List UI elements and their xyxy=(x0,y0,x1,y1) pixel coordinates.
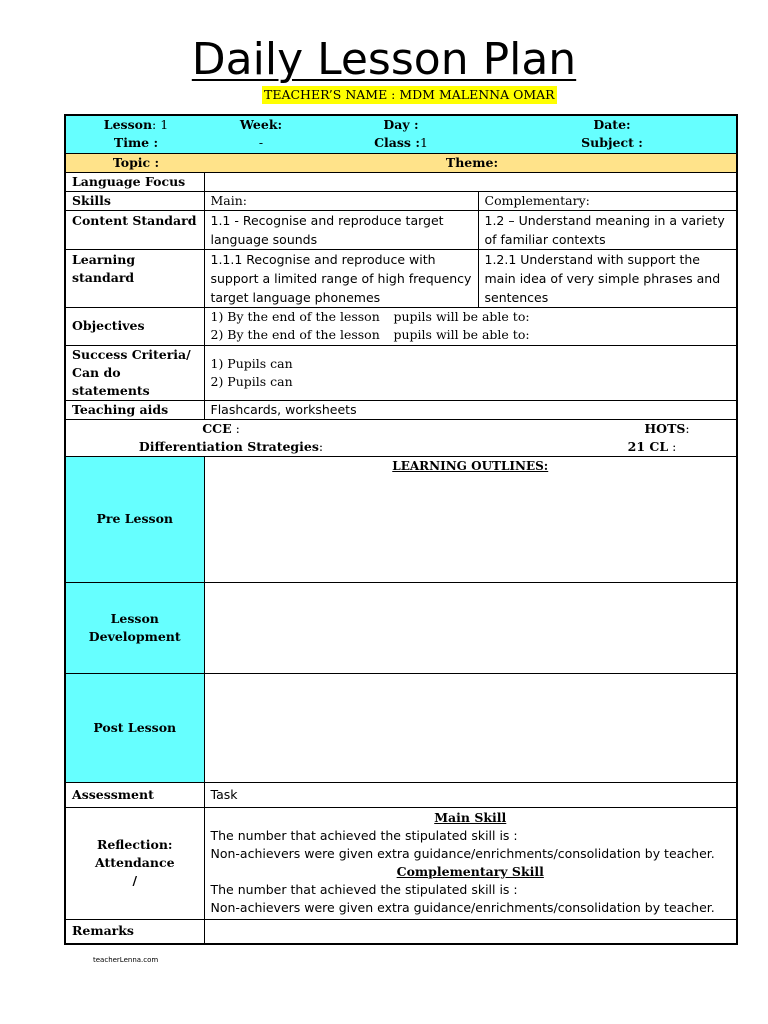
hots-label: HOTS xyxy=(644,420,686,436)
objective-2-a: 2) By the end of the lesson xyxy=(210,327,380,342)
post-lesson-label: Post Lesson xyxy=(65,673,204,782)
reflection-line3: / xyxy=(132,873,138,888)
content-standard-label: Content Standard xyxy=(65,210,204,249)
reflection-line1: Reflection: xyxy=(96,837,173,852)
class-label: Class : xyxy=(374,135,420,151)
objective-1-a: 1) By the end of the lesson xyxy=(210,309,380,324)
skills-label: Skills xyxy=(65,191,204,210)
complementary-skill-line1: The number that achieved the stipulated skill is : xyxy=(210,882,518,897)
objective-2-b: pupils will be able to: xyxy=(393,327,530,342)
cce-hots-row xyxy=(66,420,737,456)
teaching-aids-label: Teaching aids xyxy=(65,400,204,419)
learning-outlines-heading: LEARNING OUTLINES: xyxy=(392,458,549,473)
complementary-skill-heading: Complementary Skill xyxy=(396,864,544,879)
lesson-development-content xyxy=(204,582,737,673)
reflection-label xyxy=(65,807,204,919)
skills-main: Main: xyxy=(204,191,478,210)
success-criteria-2: 2) Pupils can xyxy=(210,373,293,389)
lesson-development-line1: Lesson xyxy=(110,610,159,626)
assessment-value: Task xyxy=(204,782,737,807)
learning-standard-complementary: 1.2.1 Understand with support the main idea of very simple phrases and sentences xyxy=(478,249,737,307)
time-label: Time : xyxy=(113,135,159,151)
theme-label: Theme: xyxy=(445,154,499,170)
main-skill-line2: Non-achievers were given extra guidance/enrichments/consolidation by teacher. xyxy=(210,846,715,861)
teaching-aids-value: Flashcards, worksheets xyxy=(204,400,737,419)
lesson-value: : 1 xyxy=(152,117,169,133)
assessment-label: Assessment xyxy=(65,782,204,807)
skills-complementary: Complementary: xyxy=(478,191,737,210)
time-value: - xyxy=(258,135,264,151)
cce-colon: : xyxy=(231,420,240,436)
success-criteria-line2: Can do statements xyxy=(72,364,150,398)
reflection-content xyxy=(204,807,737,919)
teacher-name: TEACHER’S NAME : MDM MALENNA OMAR xyxy=(264,87,555,102)
week-label: Week: xyxy=(239,117,283,133)
date-label: Date: xyxy=(593,117,631,133)
lesson-header xyxy=(66,116,737,152)
objective-1-b: pupils will be able to: xyxy=(393,309,530,324)
lesson-development-label xyxy=(65,582,204,673)
topic-label: Topic : xyxy=(112,154,160,170)
reflection-line2: Attendance xyxy=(94,855,175,870)
21cl-label: 21 CL xyxy=(627,438,669,454)
footer-watermark: teacherLenna.com xyxy=(93,956,159,964)
lesson-label: Lesson xyxy=(103,117,153,133)
post-lesson-content xyxy=(204,673,737,782)
class-value: 1 xyxy=(419,135,428,151)
lesson-development-line2: Development xyxy=(88,628,181,644)
success-criteria-label xyxy=(65,345,204,400)
success-criteria-value xyxy=(204,345,737,400)
day-label: Day : xyxy=(383,117,419,133)
differentiation-colon: : xyxy=(318,438,324,454)
remarks-label: Remarks xyxy=(65,919,204,944)
main-skill-heading: Main Skill xyxy=(434,810,507,825)
learning-standard-label: Learning standard xyxy=(65,249,204,307)
cce-label: CCE xyxy=(202,420,232,436)
main-skill-line1: The number that achieved the stipulated skill is : xyxy=(210,828,518,843)
hots-colon: : xyxy=(685,420,690,436)
objectives-label: Objectives xyxy=(65,307,204,345)
language-focus-label: Language Focus xyxy=(65,172,204,191)
subject-label: Subject : xyxy=(581,135,643,151)
remarks-value xyxy=(204,919,737,944)
content-standard-main: 1.1 - Recognise and reproduce target language sounds xyxy=(204,210,478,249)
success-criteria-line1: Success Criteria/ xyxy=(72,346,191,362)
success-criteria-1: 1) Pupils can xyxy=(210,355,293,371)
objectives-value xyxy=(204,307,737,345)
content-standard-complementary: 1.2 – Understand meaning in a variety of familiar contexts xyxy=(478,210,737,249)
language-focus-value xyxy=(204,172,737,191)
pre-lesson-label: Pre Lesson xyxy=(65,456,204,582)
learning-standard-main: 1.1.1 Recognise and reproduce with support a limited range of high frequency target language phonemes xyxy=(204,249,478,307)
page-title: Daily Lesson Plan xyxy=(191,34,577,85)
topic-row xyxy=(66,154,737,172)
complementary-skill-line2: Non-achievers were given extra guidance/enrichments/consolidation by teacher. xyxy=(210,900,715,915)
differentiation-label: Differentiation Strategies xyxy=(138,438,319,454)
21cl-colon: : xyxy=(668,438,677,454)
lesson-plan-table xyxy=(64,114,738,945)
